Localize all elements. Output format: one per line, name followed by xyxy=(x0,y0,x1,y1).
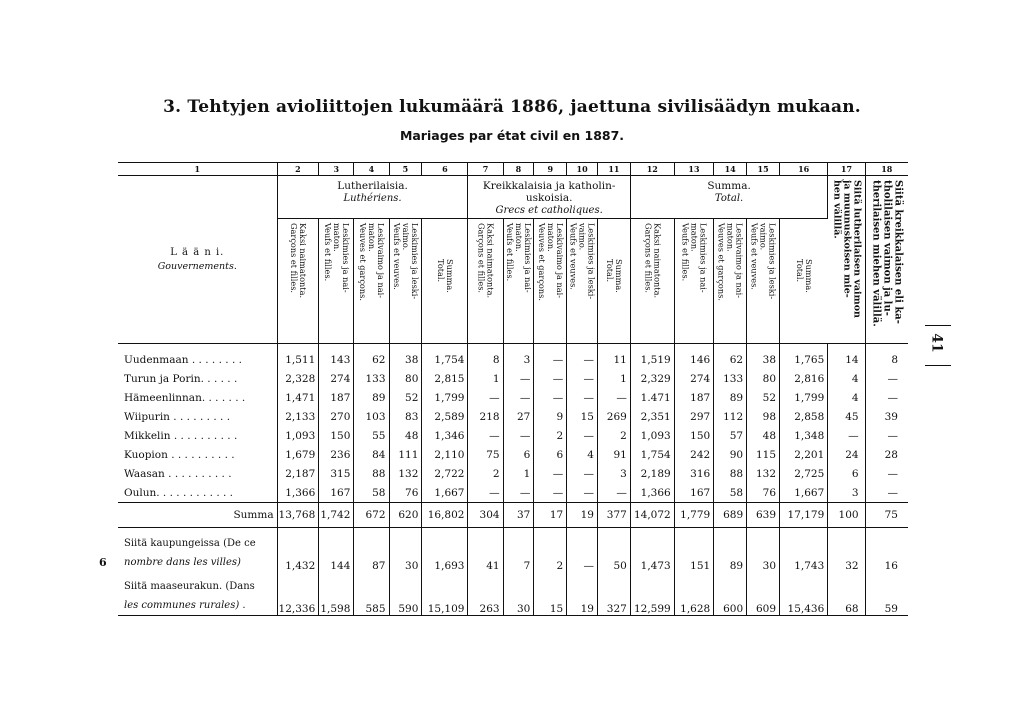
cell-col-14: 89 xyxy=(714,388,747,407)
cell-col-15: 30 xyxy=(747,528,780,572)
cell-col-17: 14 xyxy=(828,344,865,370)
cell-col-3: 236 xyxy=(319,445,354,464)
table-row xyxy=(118,407,908,426)
cell-col-11: 11 xyxy=(597,344,630,370)
cell-col-5: 590 xyxy=(389,572,422,616)
column-number-16: 16 xyxy=(780,163,828,176)
cell-col-14: 62 xyxy=(714,344,747,370)
col-header-g3-4: Leskimies ja leski- vaimo. Veufs et veuves. xyxy=(747,219,780,344)
cell-col-6: 1,693 xyxy=(422,528,468,572)
column-number-17: 17 xyxy=(828,163,865,176)
cell-col-15: 80 xyxy=(747,369,780,388)
cell-col-8: 1 xyxy=(503,464,534,483)
cell-col-17: — xyxy=(828,426,865,445)
cell-col-13: 146 xyxy=(674,344,714,370)
column-number-2: 2 xyxy=(277,163,319,176)
column-number-7: 7 xyxy=(468,163,503,176)
cell-col-3: 167 xyxy=(319,483,354,503)
cell-col-13: 242 xyxy=(674,445,714,464)
cell-col-14: 689 xyxy=(714,503,747,528)
cell-col-11: — xyxy=(597,388,630,407)
column-number-1: 1 xyxy=(118,163,277,176)
col-header-g1-3: Leskivaimo ja nai- maton. Veuves et garçons. xyxy=(354,219,389,344)
cell-col-2: 1,366 xyxy=(277,483,319,503)
cell-col-5: 83 xyxy=(389,407,422,426)
cell-col-16: 1,743 xyxy=(780,528,828,572)
cell-col-4: 55 xyxy=(354,426,389,445)
summa-row xyxy=(118,503,908,528)
cell-col-14: 133 xyxy=(714,369,747,388)
cell-col-4: 133 xyxy=(354,369,389,388)
cell-col-4: 62 xyxy=(354,344,389,370)
cell-col-9: 2 xyxy=(534,426,567,445)
cell-col-3: 1,598 xyxy=(319,572,354,616)
cell-col-10: — xyxy=(567,483,598,503)
lani-header xyxy=(118,176,277,344)
cell-col-2: 12,336 xyxy=(277,572,319,616)
cell-col-7: 75 xyxy=(468,445,503,464)
cell-col-16: 2,201 xyxy=(780,445,828,464)
cell-col-11: 269 xyxy=(597,407,630,426)
cell-col-17: 100 xyxy=(828,503,865,528)
cell-col-12: 1,754 xyxy=(630,445,674,464)
cell-col-9: 6 xyxy=(534,445,567,464)
cell-col-5: 48 xyxy=(389,426,422,445)
cell-col-11: 91 xyxy=(597,445,630,464)
cell-col-4: 87 xyxy=(354,528,389,572)
cell-col-8: 27 xyxy=(503,407,534,426)
cell-col-5: 38 xyxy=(389,344,422,370)
group-lutherans xyxy=(277,176,468,219)
cell-col-11: 2 xyxy=(597,426,630,445)
row-label xyxy=(118,572,277,616)
cell-col-10: 19 xyxy=(567,572,598,616)
col-header-g1-1: Kaksi naimatonta. Garçons et filles. xyxy=(277,219,319,344)
cell-col-8: 7 xyxy=(503,528,534,572)
cell-col-13: 1,779 xyxy=(674,503,714,528)
towns-row xyxy=(118,528,908,572)
table-row xyxy=(118,464,908,483)
column-number-13: 13 xyxy=(674,163,714,176)
column-number-18: 18 xyxy=(865,163,908,176)
cell-col-12: 2,351 xyxy=(630,407,674,426)
cell-col-16: 2,858 xyxy=(780,407,828,426)
cell-col-7: 8 xyxy=(468,344,503,370)
cell-col-13: 151 xyxy=(674,528,714,572)
cell-col-10: — xyxy=(567,388,598,407)
cell-col-14: 90 xyxy=(714,445,747,464)
cell-col-12: 1,366 xyxy=(630,483,674,503)
cell-col-8: 37 xyxy=(503,503,534,528)
cell-col-15: 98 xyxy=(747,407,780,426)
column-number-5: 5 xyxy=(389,163,422,176)
cell-col-3: 315 xyxy=(319,464,354,483)
col-header-g3-1: Kaksi naimatonta. Garçons et filles. xyxy=(630,219,674,344)
cell-col-15: 76 xyxy=(747,483,780,503)
cell-col-16: 2,816 xyxy=(780,369,828,388)
cell-col-13: 150 xyxy=(674,426,714,445)
row-label: Turun ja Porin. . . . . . xyxy=(118,369,277,388)
cell-col-5: 132 xyxy=(389,464,422,483)
cell-col-16: 2,725 xyxy=(780,464,828,483)
cell-col-7: 218 xyxy=(468,407,503,426)
cell-col-7: — xyxy=(468,388,503,407)
column-number-row xyxy=(118,163,908,176)
cell-col-16: 17,179 xyxy=(780,503,828,528)
cell-col-8: — xyxy=(503,483,534,503)
cell-col-15: 52 xyxy=(747,388,780,407)
margin-mark: 6 xyxy=(99,556,107,569)
cell-col-6: 16,802 xyxy=(422,503,468,528)
cell-col-8: — xyxy=(503,426,534,445)
cell-col-15: 639 xyxy=(747,503,780,528)
cell-col-5: 620 xyxy=(389,503,422,528)
cell-col-7: 263 xyxy=(468,572,503,616)
cell-col-11: 1 xyxy=(597,369,630,388)
cell-col-3: 150 xyxy=(319,426,354,445)
cell-col-9: — xyxy=(534,388,567,407)
cell-col-12: 1,473 xyxy=(630,528,674,572)
col-header-g1-5: Summa. Total. xyxy=(422,219,468,344)
cell-col-9: — xyxy=(534,464,567,483)
cell-col-4: 89 xyxy=(354,388,389,407)
column-number-15: 15 xyxy=(747,163,780,176)
cell-col-4: 88 xyxy=(354,464,389,483)
cell-col-18: 39 xyxy=(884,410,898,423)
group-orthodox xyxy=(468,176,630,219)
cell-col-14: 57 xyxy=(714,426,747,445)
cell-col-8: — xyxy=(503,388,534,407)
cell-col-12: 12,599 xyxy=(630,572,674,616)
cell-col-3: 187 xyxy=(319,388,354,407)
cell-col-13: 1,628 xyxy=(674,572,714,616)
cell-col-16: 1,799 xyxy=(780,388,828,407)
cell-col-18: — xyxy=(887,486,898,499)
cell-col-2: 1,432 xyxy=(277,528,319,572)
group-header-row xyxy=(118,176,908,219)
cell-col-9: 17 xyxy=(534,503,567,528)
cell-col-14: 89 xyxy=(714,528,747,572)
cell-col-2: 2,328 xyxy=(277,369,319,388)
page-number: 41 xyxy=(925,325,951,365)
cell-col-2: 1,511 xyxy=(277,344,319,370)
cell-col-17: 3 xyxy=(828,483,865,503)
cell-col-17: 45 xyxy=(828,407,865,426)
table-body xyxy=(118,344,908,616)
row-label xyxy=(118,528,277,572)
group-total xyxy=(630,176,827,219)
cell-col-18: 16 xyxy=(884,559,898,572)
cell-col-10: 4 xyxy=(567,445,598,464)
cell-col-11: 327 xyxy=(597,572,630,616)
cell-col-12: 1,519 xyxy=(630,344,674,370)
cell-col-8: 3 xyxy=(503,344,534,370)
cell-col-3: 144 xyxy=(319,528,354,572)
cell-col-2: 1,471 xyxy=(277,388,319,407)
row-label: Uudenmaan . . . . . . . . xyxy=(118,344,277,370)
group-orthodox-fr: Grecs et catholiques. xyxy=(495,205,603,216)
cell-col-10: — xyxy=(567,528,598,572)
cell-col-5: 30 xyxy=(389,528,422,572)
cell-col-12: 1,093 xyxy=(630,426,674,445)
cell-col-18: — xyxy=(887,467,898,480)
table-row xyxy=(118,445,908,464)
cell-col-4: 58 xyxy=(354,483,389,503)
cell-col-18: 8 xyxy=(891,353,898,366)
cell-col-13: 187 xyxy=(674,388,714,407)
cell-col-13: 274 xyxy=(674,369,714,388)
cell-col-4: 84 xyxy=(354,445,389,464)
row-label: Hämeenlinnan. . . . . . . xyxy=(118,388,277,407)
column-number-10: 10 xyxy=(567,163,598,176)
cell-col-10: — xyxy=(567,426,598,445)
cell-col-18: — xyxy=(887,391,898,404)
cell-col-15: 609 xyxy=(747,572,780,616)
cell-col-17: 32 xyxy=(828,528,865,572)
col-header-g2-2: Leskimies ja nai- maton. Veufs et filles. xyxy=(503,219,534,344)
group-lutherans-fi: Lutherilaisia. xyxy=(337,180,408,192)
cell-col-18: 75 xyxy=(865,503,908,528)
cell-col-11: 50 xyxy=(597,528,630,572)
cell-col-15: 115 xyxy=(747,445,780,464)
cell-col-10: — xyxy=(567,464,598,483)
col-header-g3-3: Leskivaimo ja nai- maton. Veuves et garçons. xyxy=(714,219,747,344)
cell-col-15: 38 xyxy=(747,344,780,370)
cell-col-10: — xyxy=(567,344,598,370)
cell-col-7: — xyxy=(468,483,503,503)
cell-col-2: 1,093 xyxy=(277,426,319,445)
cell-col-5: 76 xyxy=(389,483,422,503)
cell-col-6: 2,110 xyxy=(422,445,468,464)
cell-col-17: 4 xyxy=(828,388,865,407)
row-label: Waasan . . . . . . . . . . xyxy=(118,464,277,483)
col-header-g2-1: Kaksi naimatonta. Garçons et filles. xyxy=(468,219,503,344)
cell-col-16: 15,436 xyxy=(780,572,828,616)
row-label: Wiipurin . . . . . . . . . xyxy=(118,407,277,426)
cell-col-9: — xyxy=(534,369,567,388)
cell-col-4: 103 xyxy=(354,407,389,426)
cell-col-14: 58 xyxy=(714,483,747,503)
cell-col-18: — xyxy=(887,372,898,385)
cell-col-14: 112 xyxy=(714,407,747,426)
row-label-line: Siitä maaseurakun. (Dans xyxy=(124,581,255,592)
table-row xyxy=(118,483,908,503)
column-number-12: 12 xyxy=(630,163,674,176)
cell-col-6: 1,667 xyxy=(422,483,468,503)
row-label: Oulun. . . . . . . . . . . . xyxy=(118,483,277,503)
cell-col-7: 2 xyxy=(468,464,503,483)
cell-col-10: 15 xyxy=(567,407,598,426)
cell-col-9: — xyxy=(534,344,567,370)
cell-col-7: 304 xyxy=(468,503,503,528)
cell-col-14: 88 xyxy=(714,464,747,483)
rural-row xyxy=(118,572,908,616)
column-number-8: 8 xyxy=(503,163,534,176)
row-label: Mikkelin . . . . . . . . . . xyxy=(118,426,277,445)
cell-col-6: 1,754 xyxy=(422,344,468,370)
cell-col-12: 1.471 xyxy=(630,388,674,407)
cell-col-13: 167 xyxy=(674,483,714,503)
cell-col-17: 4 xyxy=(828,369,865,388)
cell-col-16: 1,667 xyxy=(780,483,828,503)
row-label-line: les communes rurales) . xyxy=(124,600,246,611)
cell-col-2: 1,679 xyxy=(277,445,319,464)
cell-col-8: 30 xyxy=(503,572,534,616)
col-header-g3-2: Leskimies ja nai- maton. Veufs et filles. xyxy=(674,219,714,344)
column-number-11: 11 xyxy=(597,163,630,176)
table-row xyxy=(118,369,908,388)
cell-col-14: 600 xyxy=(714,572,747,616)
cell-col-10: 19 xyxy=(567,503,598,528)
cell-col-2: 2,187 xyxy=(277,464,319,483)
table-row xyxy=(118,388,908,407)
col18-header: Siitä kreikkalaisen eli ka- tholilaisen vaimon ja lu- therilaisen miehen välillä. xyxy=(865,176,908,344)
cell-col-7: 41 xyxy=(468,528,503,572)
group-lutherans-fr: Luthériens. xyxy=(343,193,402,204)
cell-col-3: 143 xyxy=(319,344,354,370)
cell-col-7: — xyxy=(468,426,503,445)
column-number-14: 14 xyxy=(714,163,747,176)
cell-col-4: 672 xyxy=(354,503,389,528)
cell-col-8: 6 xyxy=(503,445,534,464)
group-total-fr: Total. xyxy=(714,193,744,204)
cell-col-5: 111 xyxy=(389,445,422,464)
cell-col-7: 1 xyxy=(468,369,503,388)
cell-col-12: 2,329 xyxy=(630,369,674,388)
col-header-g1-4: Leskimies ja leski- vaimo. Veufs et veuves. xyxy=(389,219,422,344)
column-number-9: 9 xyxy=(534,163,567,176)
col-header-g2-5: Summa. Total. xyxy=(597,219,630,344)
cell-col-9: 9 xyxy=(534,407,567,426)
cell-col-3: 270 xyxy=(319,407,354,426)
gouvernements-label: Gouvernements. xyxy=(157,260,237,272)
cell-col-8: — xyxy=(503,369,534,388)
cell-col-11: — xyxy=(597,483,630,503)
cell-col-17: 24 xyxy=(828,445,865,464)
column-number-6: 6 xyxy=(422,163,468,176)
row-label-line: nombre dans les villes) xyxy=(124,556,241,568)
cell-col-11: 3 xyxy=(597,464,630,483)
cell-col-16: 1,348 xyxy=(780,426,828,445)
cell-col-13: 316 xyxy=(674,464,714,483)
cell-col-9: 2 xyxy=(534,528,567,572)
cell-col-3: 274 xyxy=(319,369,354,388)
cell-col-2: 2,133 xyxy=(277,407,319,426)
cell-col-16: 1,765 xyxy=(780,344,828,370)
cell-col-15: 132 xyxy=(747,464,780,483)
cell-col-6: 1,346 xyxy=(422,426,468,445)
cell-col-13: 297 xyxy=(674,407,714,426)
cell-col-4: 585 xyxy=(354,572,389,616)
col-header-g2-3: Leskivaimo ja nai- maton. Veuves et garçons. xyxy=(534,219,567,344)
cell-col-17: 6 xyxy=(828,464,865,483)
cell-col-10: — xyxy=(567,369,598,388)
table-row xyxy=(118,426,908,445)
cell-col-6: 2,722 xyxy=(422,464,468,483)
table-subtitle: Mariages par état civil en 1887. xyxy=(399,128,625,143)
marriage-statistics-table xyxy=(118,162,908,616)
cell-col-18: 28 xyxy=(884,448,898,461)
group-total-fi: Summa. xyxy=(707,180,751,192)
lani-label: L ä ä n i. xyxy=(170,246,225,258)
row-label-line: Siitä kaupungeissa (De ce xyxy=(124,537,256,549)
cell-col-3: 1,742 xyxy=(319,503,354,528)
group-orthodox-fi: Kreikkalaisia ja katholin- uskoisia. xyxy=(482,180,616,204)
cell-col-9: 15 xyxy=(534,572,567,616)
col-header-g2-4: Leskimies ja leski- vaimo. Veufs et veuves. xyxy=(567,219,598,344)
cell-col-9: — xyxy=(534,483,567,503)
cell-col-5: 80 xyxy=(389,369,422,388)
cell-col-2: 13,768 xyxy=(277,503,319,528)
cell-col-6: 1,799 xyxy=(422,388,468,407)
col17-header: Siitä lutherilaisen vaimon ja muunuskoisen mie- hen välillä. xyxy=(828,176,865,344)
cell-col-12: 2,189 xyxy=(630,464,674,483)
row-label: Summa xyxy=(118,503,277,528)
cell-col-6: 15,109 xyxy=(422,572,468,616)
table-title: 3. Tehtyjen avioliittojen lukumäärä 1886, jaettuna sivilisäädyn mukaan. xyxy=(163,97,861,117)
cell-col-18: — xyxy=(887,429,898,442)
column-number-3: 3 xyxy=(319,163,354,176)
column-number-4: 4 xyxy=(354,163,389,176)
row-label: Kuopion . . . . . . . . . . xyxy=(118,445,277,464)
col-header-g3-5: Summa. Total. xyxy=(780,219,828,344)
cell-col-17: 68 xyxy=(828,572,865,616)
table-row xyxy=(118,344,908,370)
cell-col-6: 2,589 xyxy=(422,407,468,426)
cell-col-5: 52 xyxy=(389,388,422,407)
cell-col-11: 377 xyxy=(597,503,630,528)
cell-col-18: 59 xyxy=(865,572,908,616)
cell-col-12: 14,072 xyxy=(630,503,674,528)
cell-col-6: 2,815 xyxy=(422,369,468,388)
cell-col-15: 48 xyxy=(747,426,780,445)
col-header-g1-2: Leskimies ja nai- maton. Veufs et filles. xyxy=(319,219,354,344)
